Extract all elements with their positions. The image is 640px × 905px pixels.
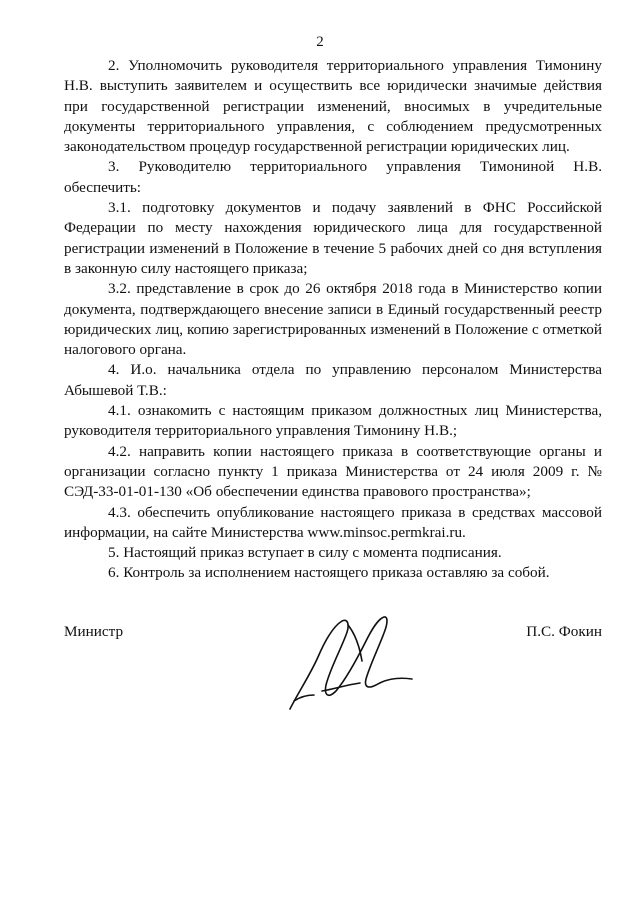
page-number: 2 [316, 34, 324, 50]
paragraph-3-1: 3.1. подготовку документов и подачу заявлений в ФНС Российской Федерации по месту нахождения юридического лица для государственной регистрации изменений в Положение в течение 5 рабочих дней со дня вступления в законную силу настоящего приказа; [64, 199, 602, 277]
paragraph-5: 5. Настоящий приказ вступает в силу с момента подписания. [108, 544, 502, 562]
signatory-name: П.С. Фокин [526, 623, 602, 640]
order-body [64, 56, 602, 584]
signatory-role: Министр [64, 623, 124, 640]
paragraph-4-1: 4.1. ознакомить с настоящим приказом должностных лиц Министерства, руководителя территориального управления Тимонину Н.В.; [64, 402, 602, 440]
paragraph-2: 2. Уполномочить руководителя территориального управления Тимонину Н.В. выступить заявителем и осуществить все юридически значимые действия при государственной регистрации изменений, вносимых в учредительные документы территориального управления, с соблюдением предусмотренных законодательством процедур государственной регистрации юридических лиц. [64, 57, 602, 156]
paragraph-3: 3. Руководителю территориального управления Тимониной Н.В. обеспечить: [64, 158, 602, 196]
paragraph-3-2: 3.2. представление в срок до 26 октября 2018 года в Министерство копии документа, подтверждающего внесение записи в Единый государственный реестр юридических лиц, копию зарегистрированных изменений в Положение с отметкой налогового органа. [64, 280, 602, 359]
paragraph-4-2: 4.2. направить копии настоящего приказа в соответствующие органы и организации согласно пункту 1 приказа Министерства от 24 июля 2009 г. № СЭД-33-01-01-130 «Об обеспечении единства правового пространства»; [64, 442, 602, 501]
paragraph-4: 4. И.о. начальника отдела по управлению персоналом Министерства Абышевой Т.В.: [64, 361, 602, 399]
handwritten-signature-icon [286, 605, 416, 720]
paragraph-6: 6. Контроль за исполнением настоящего приказа оставляю за собой. [108, 564, 550, 582]
paragraph-4-3: 4.3. обеспечить опубликование настоящего приказа в средствах массовой информации, на сайте Министерства www.minsoc.permkrai.ru. [64, 503, 602, 541]
